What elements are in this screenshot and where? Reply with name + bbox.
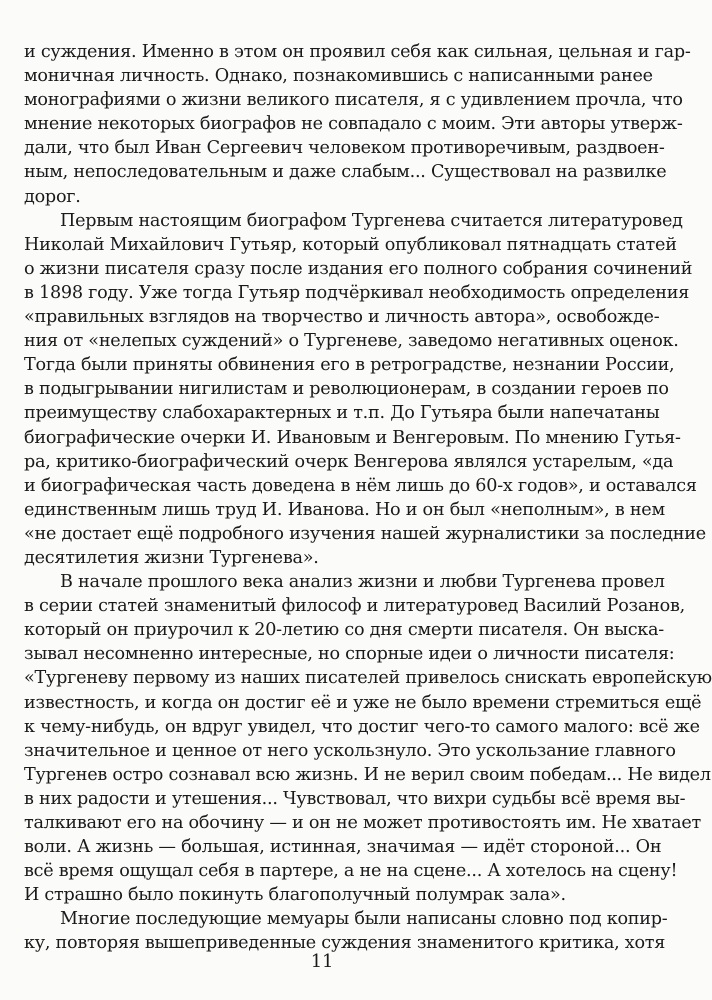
text-line: который он приурочил к 20-летию со дня смерти писателя. Он выска- — [24, 620, 664, 641]
text-line: моничная личность. Однако, познакомившись с написанными ранее — [24, 66, 653, 87]
text-line: к чему-нибудь, он вдруг увидел, что достиг чего-то самого малого: всё же — [24, 716, 700, 737]
text-line: ра, критико-биографический очерк Венгерова являлся устарелым, «да — [24, 451, 674, 472]
text-line: дали, что был Иван Сергеевич человеком противоречивым, раздвоен- — [24, 138, 665, 159]
paragraph-4 — [24, 907, 668, 955]
text-line: о жизни писателя сразу после издания его полного собрания сочинений — [24, 258, 693, 279]
text-line: единственным лишь труд И. Иванова. Но и он был «неполным», в нем — [24, 499, 665, 520]
text-line: значительное и ценное от него ускользнуло. Это ускользание главного — [24, 740, 676, 761]
text-line: в 1898 году. Уже тогда Гутьяр подчёркивал необходимость определения — [24, 282, 690, 303]
text-line: в подыгрывании нигилистам и революционерам, в создании героев по — [24, 379, 669, 400]
text-line: монографиями о жизни великого писателя, я с удивлением прочла, что — [24, 90, 683, 111]
text-line: Многие последующие мемуары были написаны словно под копир- — [60, 909, 668, 930]
text-line: мнение некоторых биографов не совпадало с моим. Эти авторы утверж- — [24, 114, 683, 135]
paragraph-1 — [24, 40, 691, 209]
text-line: дорог. — [24, 186, 81, 207]
text-line: биографические очерки И. Ивановым и Венгеровым. По мнению Гутья- — [24, 427, 681, 448]
text-line: Николай Михайлович Гутьяр, который опубликовал пятнадцать статей — [24, 234, 677, 255]
text-line: и биографическая часть доведена в нём лишь до 60-х годов», и оставался — [24, 475, 697, 496]
text-line: преимуществу слабохарактерных и т.п. До Гутьяра были напечатаны — [24, 403, 660, 424]
text-line: в них радости и утешения... Чувствовал, что вихри судьбы всё время вы- — [24, 788, 686, 809]
text-line: и суждения. Именно в этом он проявил себя как сильная, цельная и гар- — [24, 42, 691, 62]
text-line: «правильных взглядов на творчество и личность автора», освобожде- — [24, 307, 660, 328]
text-line: «не достает ещё подробного изучения нашей журналистики за последние — [24, 523, 706, 544]
text-line: Тургенев остро сознавал всю жизнь. И не верил своим победам... Не видел — [24, 764, 711, 785]
paragraph-2 — [24, 209, 706, 570]
text-line: всё время ощущал себя в партере, а не на сцене... А хотелось на сцену! — [24, 861, 678, 882]
text-line: Первым настоящим биографом Тургенева считается литературовед — [60, 210, 683, 231]
text-line: известность, и когда он достиг её и уже не было времени стремиться ещё — [24, 692, 702, 713]
text-line: «Тургеневу первому из наших писателей привелось снискать европейскую — [24, 668, 712, 689]
text-line: ния от «нелепых суждений» о Тургеневе, заведомо негативных оценок. — [24, 331, 679, 352]
text-line: Тогда были приняты обвинения его в ретроградстве, незнании России, — [24, 355, 675, 376]
text-line: ку, повторяя вышеприведенные суждения знаменитого критика, хотя — [24, 933, 666, 954]
text-line: зывал несомненно интересные, но спорные идеи о личности писателя: — [24, 644, 675, 665]
text-line: в серии статей знаменитый философ и литературовед Василий Розанов, — [24, 596, 685, 617]
text-line: десятилетия жизни Тургенева». — [24, 547, 319, 568]
text-line: ным, непоследовательным и даже слабым... Существовал на развилке — [24, 162, 667, 183]
paragraph-3 — [24, 570, 712, 907]
text-line: талкивают его на обочину — и он не может противостоять им. Не хватает — [24, 813, 702, 833]
text-line: И страшно было покинуть благополучный полумрак зала». — [24, 885, 566, 906]
text-line: В начале прошлого века анализ жизни и любви Тургенева провел — [60, 572, 665, 593]
page-number: 11 — [310, 951, 334, 972]
text-line: воли. А жизнь — большая, истинная, значимая — идёт стороной... Он — [24, 837, 662, 858]
